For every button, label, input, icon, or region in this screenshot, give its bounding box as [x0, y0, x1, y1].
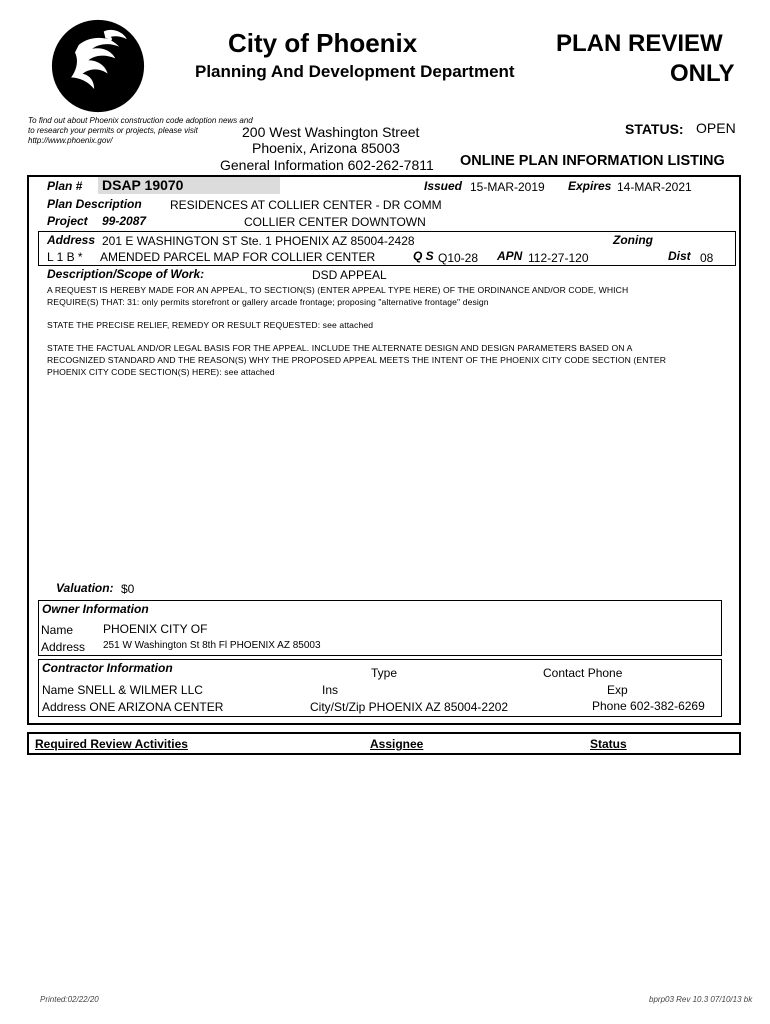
- plan-review-title-1: PLAN REVIEW: [556, 30, 723, 57]
- contractor-city-st-zip: City/St/Zip PHOENIX AZ 85004-2202: [310, 700, 509, 714]
- project-number: 99-2087: [102, 214, 147, 228]
- district-value: 08: [700, 251, 714, 265]
- owner-address-value: 251 W Washington St 8th Fl PHOENIX AZ 85003: [103, 640, 321, 651]
- info-note-line-1: To find out about Phoenix construction code adoption news and: [28, 116, 253, 125]
- contractor-ins-label: Ins: [322, 683, 339, 697]
- owner-address-label: Address: [41, 640, 86, 654]
- lot-block-value: L 1 B *: [47, 250, 83, 264]
- plan-review-title-2: ONLY: [670, 60, 735, 87]
- district-label: Dist: [668, 249, 691, 263]
- qs-label: Q S: [413, 249, 434, 263]
- zoning-label: Zoning: [613, 233, 653, 247]
- issued-label: Issued: [424, 179, 463, 193]
- printed-date: Printed:02/22/20: [40, 995, 99, 1004]
- info-note-line-2: to research your permits or projects, please visit: [28, 126, 198, 135]
- apn-value: 112-27-120: [528, 251, 589, 265]
- contractor-info-title: Contractor Information: [42, 661, 173, 675]
- review-status-label: Status: [590, 737, 627, 751]
- department-title: Planning And Development Department: [195, 62, 515, 81]
- scope-text-line-3: STATE THE PRECISE RELIEF, REMEDY OR RESULT REQUESTED: see attached: [47, 320, 374, 330]
- scope-of-work-value: DSD APPEAL: [312, 268, 387, 282]
- contractor-type-label: Type: [371, 666, 398, 680]
- expires-value: 14-MAR-2021: [617, 180, 692, 194]
- scope-text-line-2: REQUIRE(S) THAT: 31: only permits storefront or gallery arcade frontage; proposing "alternative frontage" design: [47, 297, 489, 307]
- valuation-value: $0: [121, 582, 135, 596]
- issued-value: 15-MAR-2019: [470, 180, 545, 194]
- contractor-address: Address ONE ARIZONA CENTER: [42, 700, 224, 714]
- status-label: STATUS:: [625, 121, 684, 137]
- contractor-phone: Phone 602-382-6269: [592, 699, 705, 713]
- info-note-link[interactable]: http://www.phoenix.gov/: [28, 136, 113, 145]
- valuation-label: Valuation:: [56, 581, 114, 595]
- address-value: 201 E WASHINGTON ST Ste. 1 PHOENIX AZ 85004-2428: [102, 234, 415, 248]
- address-label: Address: [47, 233, 96, 247]
- plan-number-label: Plan #: [47, 179, 83, 193]
- owner-name-value: PHOENIX CITY OF: [103, 622, 208, 636]
- office-address-2: Phoenix, Arizona 85003: [252, 140, 400, 156]
- status-value: OPEN: [696, 120, 736, 136]
- contractor-exp-label: Exp: [607, 683, 628, 697]
- parcel-value: AMENDED PARCEL MAP FOR COLLIER CENTER: [100, 250, 376, 264]
- apn-label: APN: [497, 249, 523, 263]
- listing-title: ONLINE PLAN INFORMATION LISTING: [460, 153, 725, 169]
- project-label: Project: [47, 214, 88, 228]
- office-address-1: 200 West Washington Street: [242, 124, 420, 140]
- office-phone: General Information 602-262-7811: [220, 157, 434, 173]
- review-assignee-label: Assignee: [370, 737, 424, 751]
- plan-description-value: RESIDENCES AT COLLIER CENTER - DR COMM: [170, 198, 442, 212]
- form-revision: bprp03 Rev 10.3 07/10/13 bk: [649, 995, 753, 1004]
- scope-text-line-6: PHOENIX CITY CODE SECTION(S) HERE): see attached: [47, 367, 275, 377]
- plan-description-label: Plan Description: [47, 197, 142, 211]
- city-title: City of Phoenix: [228, 28, 418, 58]
- scope-of-work-label: Description/Scope of Work:: [47, 267, 205, 281]
- owner-name-label: Name: [41, 623, 74, 637]
- scope-text-line-1: A REQUEST IS HEREBY MADE FOR AN APPEAL, TO SECTION(S) (ENTER APPEAL TYPE HERE) OF THE ORDINANCE AND/OR CODE, WHICH: [47, 285, 629, 295]
- scope-text-line-4: STATE THE FACTUAL AND/OR LEGAL BASIS FOR THE APPEAL. INCLUDE THE ALTERNATE DESIGN AND DESIGN PARAMETERS BASED ON A: [47, 343, 633, 353]
- expires-label: Expires: [568, 179, 612, 193]
- phoenix-bird-logo: [50, 18, 146, 114]
- project-name: COLLIER CENTER DOWNTOWN: [244, 215, 426, 229]
- qs-value: Q10-28: [438, 251, 479, 265]
- review-activities-label: Required Review Activities: [35, 737, 188, 751]
- owner-info-title: Owner Information: [42, 602, 149, 616]
- scope-text-line-5: RECOGNIZED STANDARD AND THE REASON(S) WHY THE PROPOSED APPEAL MEETS THE INTENT OF THE PHOENIX CITY CODE SECTION (ENTER: [47, 355, 667, 365]
- plan-number-value: DSAP 19070: [102, 177, 184, 193]
- contractor-name: Name SNELL & WILMER LLC: [42, 683, 203, 697]
- contractor-contact-phone-label: Contact Phone: [543, 666, 623, 680]
